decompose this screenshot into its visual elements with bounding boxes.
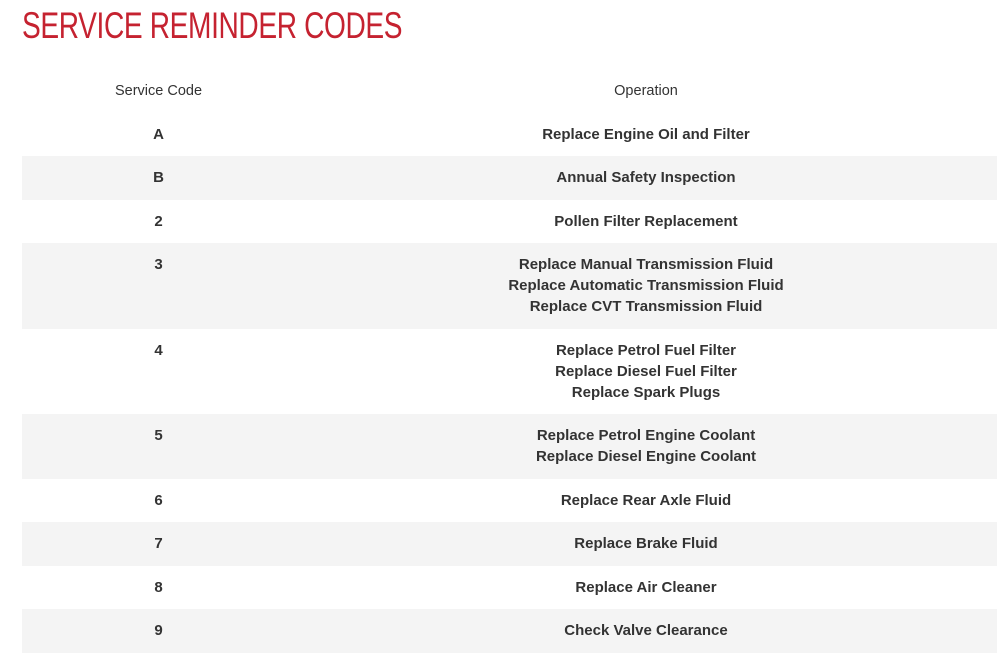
- operation-line: Replace Brake Fluid: [574, 535, 718, 552]
- table-row: [22, 243, 997, 329]
- operation-line: Replace Diesel Engine Coolant: [535, 448, 757, 465]
- service-code-cell: 4: [154, 342, 163, 359]
- service-code-cell: 5: [154, 427, 163, 444]
- service-code-cell: A: [153, 126, 164, 143]
- operation-cell: [295, 566, 997, 598]
- operation-line: Replace Petrol Fuel Filter: [555, 342, 737, 359]
- operation-line: Replace Air Cleaner: [575, 579, 717, 596]
- operation-cell: [295, 113, 997, 145]
- service-code-cell: 6: [154, 492, 163, 509]
- operation-cell: [295, 156, 997, 188]
- service-code-cell: 2: [154, 213, 163, 230]
- service-code-cell: 3: [154, 256, 163, 273]
- table-row: [22, 479, 997, 522]
- operation-line: Replace Petrol Engine Coolant: [536, 427, 756, 444]
- operation-cell: [295, 609, 997, 641]
- operation-line: Annual Safety Inspection: [556, 169, 736, 186]
- table-row: [22, 113, 997, 156]
- operation-cell: [295, 200, 997, 232]
- service-code-cell: B: [153, 169, 164, 186]
- operation-line: Pollen Filter Replacement: [554, 213, 738, 230]
- operation-line: Replace Rear Axle Fluid: [560, 492, 732, 509]
- operation-line: Replace Manual Transmission Fluid: [518, 256, 774, 273]
- service-code-cell: 8: [154, 579, 163, 596]
- table-row: [22, 609, 997, 653]
- header-service-code: Service Code: [114, 83, 203, 99]
- operation-line: Replace CVT Transmission Fluid: [529, 298, 763, 315]
- operation-line: Replace Engine Oil and Filter: [542, 126, 750, 143]
- service-codes-table: [22, 69, 997, 653]
- table-header: [22, 69, 997, 113]
- table-row: [22, 200, 997, 243]
- table-row: [22, 522, 997, 566]
- operation-cell: [295, 479, 997, 511]
- operation-line: Replace Diesel Fuel Filter: [555, 363, 737, 380]
- table-body: [22, 113, 997, 653]
- service-code-cell: 9: [154, 622, 163, 639]
- table-row: [22, 414, 997, 479]
- table-row: [22, 156, 997, 200]
- operation-cell: [295, 329, 997, 403]
- operation-cell: [295, 243, 997, 317]
- table-row: [22, 329, 997, 414]
- operation-cell: [295, 414, 997, 467]
- operation-line: Replace Spark Plugs: [571, 384, 721, 401]
- table-row: [22, 566, 997, 609]
- operation-line: Replace Automatic Transmission Fluid: [508, 277, 784, 294]
- page-title: SERVICE REMINDER CODES: [22, 5, 403, 46]
- operation-cell: [295, 522, 997, 554]
- service-code-cell: 7: [154, 535, 163, 552]
- operation-line: Check Valve Clearance: [564, 622, 728, 639]
- header-operation: Operation: [614, 83, 678, 99]
